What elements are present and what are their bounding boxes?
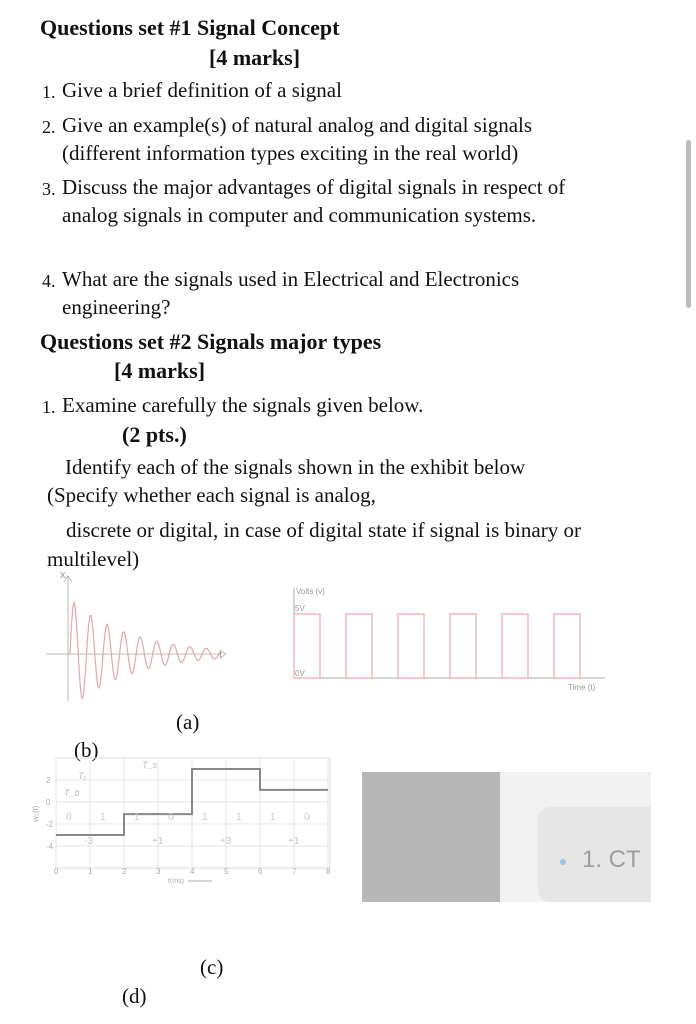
bit-label: 0 (304, 812, 310, 823)
instruction-line1: Identify each of the signals shown in the exhibit below (65, 455, 526, 479)
bit-label: 1 (202, 812, 208, 823)
analog-signal-figure (40, 566, 240, 706)
tick-labels (46, 776, 331, 876)
q4-text-line2: engineering? (62, 295, 171, 319)
q3-text-line2: analog signals in computer and communication systems. (62, 203, 537, 227)
q3-text-line1: Discuss the major advantages of digital signals in respect of (62, 175, 566, 199)
x-tick: 2 (122, 867, 127, 876)
q4-number: 4. (42, 271, 56, 291)
digital-y-label: Volts (v) (296, 587, 325, 596)
level-label: -3 (84, 836, 93, 847)
digital-x-label: Time (t) (568, 683, 596, 692)
t-axis-symbol: t (219, 649, 223, 661)
y-tick: -2 (46, 820, 54, 829)
set2-marks: [4 marks] (114, 358, 206, 383)
bit-label: 0 (66, 812, 72, 823)
instruction-line4: multilevel) (47, 547, 140, 571)
bit-label: 1 (100, 812, 106, 823)
set2-q1-number: 1. (42, 397, 56, 417)
multilevel-signal-figure (26, 752, 336, 888)
caption-d: (d) (122, 984, 147, 1008)
x-tick: 3 (156, 867, 161, 876)
digital-signal-figure (290, 582, 610, 697)
multilevel-x-label: t(ms) (168, 878, 184, 885)
pulse (502, 614, 528, 678)
q2-text-line2: (different information types exciting in the real world) (62, 141, 519, 165)
overlay-panel (500, 772, 651, 902)
bullet-dot (560, 859, 566, 865)
pulse (450, 614, 476, 678)
pulse (554, 614, 580, 678)
cut-off-next-line (42, 1018, 652, 1024)
set1-marks: [4 marks] (209, 45, 301, 70)
set2-q1-text: Examine carefully the signals given below. (62, 393, 424, 417)
x-tick: 8 (326, 867, 331, 876)
x-tick: 0 (54, 867, 59, 876)
y-tick: -4 (46, 842, 54, 851)
set2-title: Questions set #2 Signals major types (40, 329, 382, 354)
caption-c: (c) (200, 955, 224, 979)
gray-placeholder-block (362, 772, 500, 902)
tb-label: T_b (64, 788, 80, 798)
level-label: +1 (288, 836, 300, 847)
bit-label: 1 (134, 812, 140, 823)
x-tick: 7 (292, 867, 297, 876)
caption-a: (a) (176, 710, 200, 734)
ts-label: T_s (142, 760, 158, 770)
set1-title: Questions set #1 Signal Concept (40, 15, 340, 40)
scrollbar[interactable] (686, 140, 691, 308)
t1-label: T₁ (78, 771, 87, 781)
caption-b: (b) (74, 738, 99, 762)
q4-text-line1: What are the signals used in Electrical and Electronics (62, 267, 520, 291)
pulse-train (294, 614, 580, 678)
x-tick: 5 (224, 867, 229, 876)
pulse (398, 614, 424, 678)
bit-label: 0 (168, 812, 174, 823)
x-axis-symbol: x (60, 569, 66, 581)
x-tick: 4 (190, 867, 195, 876)
y-tick: 2 (46, 776, 51, 785)
set2-q1-points: (2 pts.) (122, 422, 187, 447)
level-label: +1 (152, 836, 164, 847)
digital-high-label: 5V (295, 604, 305, 613)
instruction-line2: (Specify whether each signal is analog, (47, 483, 376, 507)
damped-sine-wave (70, 603, 223, 699)
level-label: +3 (220, 836, 232, 847)
instruction-line3: discrete or digital, in case of digital state if signal is binary or (66, 518, 581, 542)
pulse (346, 614, 372, 678)
q1-text: Give a brief definition of a signal (62, 78, 342, 102)
q2-text-line1: Give an example(s) of natural analog and digital signals (62, 113, 533, 137)
q1-number: 1. (42, 82, 56, 102)
y-tick: 0 (46, 798, 51, 807)
digital-low-label: 0V (295, 669, 305, 678)
overlay-text: 1. CT (582, 846, 641, 873)
bit-label: 1 (270, 812, 276, 823)
x-tick: 6 (258, 867, 263, 876)
q2-number: 2. (42, 117, 56, 137)
x-tick: 1 (88, 867, 93, 876)
bit-label: 1 (236, 812, 242, 823)
q3-number: 3. (42, 179, 56, 199)
multilevel-y-label: w₂(t) (31, 805, 40, 822)
